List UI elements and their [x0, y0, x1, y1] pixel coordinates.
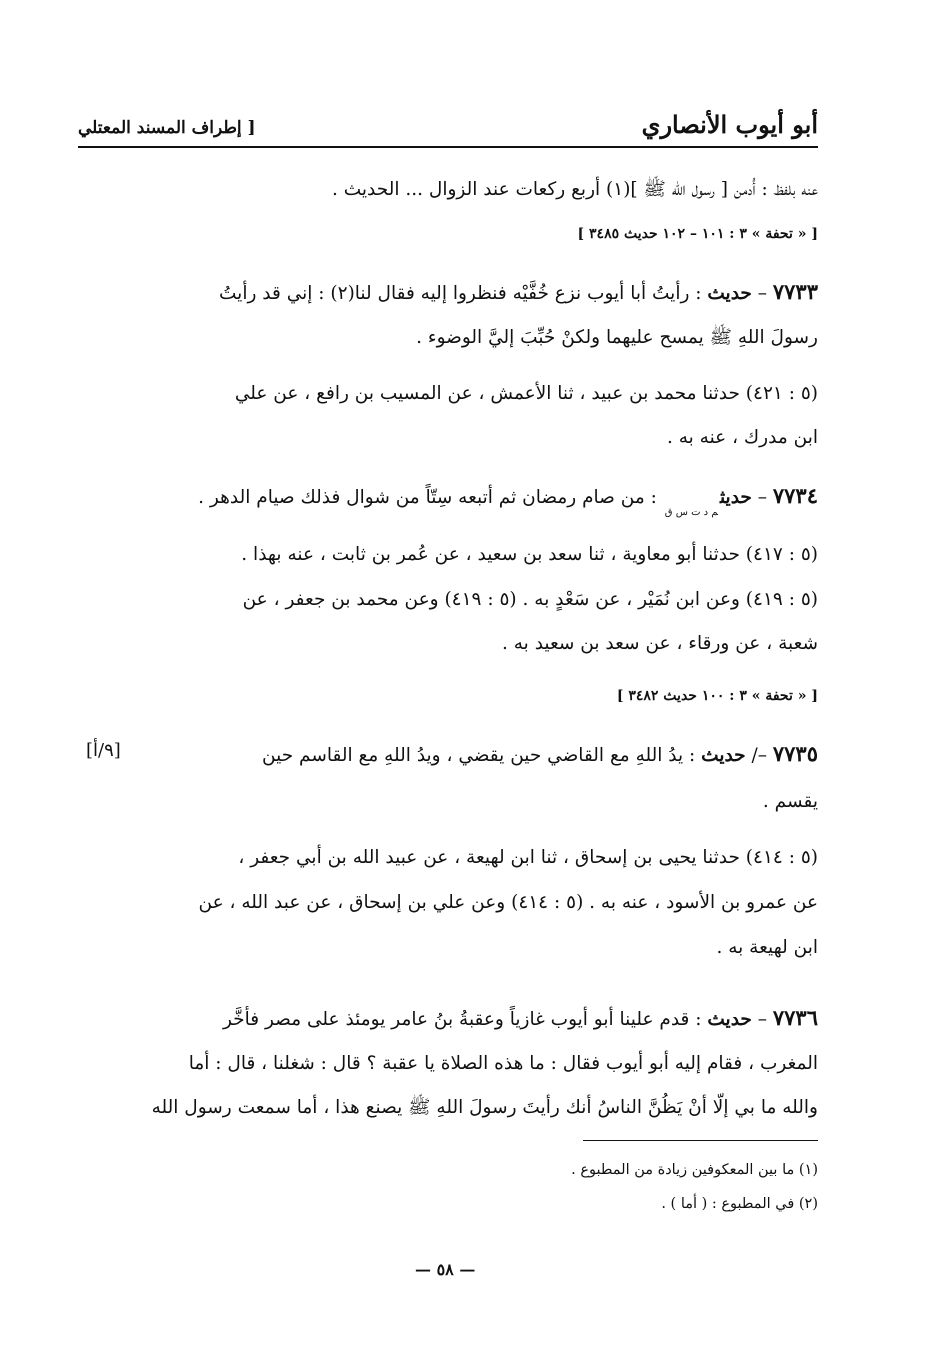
running-header-book: [ إطراف المسند المعتلي — [78, 118, 256, 138]
hadith-7736-line-2: المغرب ، فقام إليه أبو أيوب فقال : ما هذه الصلاة يا عقبة ؟ قال : شغلنا ، قال : أما — [188, 1053, 818, 1074]
hadith-text: : قدم علينا أبو أيوب غازياً وعقبةُ بنُ عامر يومئذ على مصر فأخَّر — [222, 1009, 708, 1030]
tuhfa-reference: [ « تحفة » ٣ : ١٠١ – ١٠٢ حديث ٣٤٨٥ ] — [577, 226, 818, 242]
hadith-number: ٧٧٣٤ — [772, 483, 818, 508]
text-line: عنه بلفظ : أُدمن [ رسول الله ﷺ ](١) أربع ركعات عند الزوال ... الحديث . — [331, 179, 818, 200]
manuscript-folio-marker: [٩/أ] — [86, 740, 121, 761]
footnote-2: (٢) في المطبوع : ( أما ) . — [661, 1196, 818, 1212]
isnad-7733-line-1: (٥ : ٤٢١) حدثنا محمد بن عبيد ، ثنا الأعمش ، عن المسيب بن رافع ، عن علي — [234, 383, 818, 404]
hadith-keyword: حديث — [707, 1009, 752, 1030]
hadith-7733-line-1 — [219, 280, 818, 306]
hadith-7735-line-1 — [262, 742, 818, 768]
isnad-7735-line-3: ابن لهيعة به . — [716, 937, 818, 958]
hadith-number: ٧٧٣٦ — [772, 1005, 818, 1030]
hadith-7735-line-2: يقسم . — [762, 791, 818, 812]
hadith-keyword: حديث — [719, 487, 752, 508]
hadith-keyword: حديث — [707, 283, 752, 304]
hadith-7733-line-2: رسولَ اللهِ ﷺ يمسح عليهما ولكنْ حُبِّبَ إليَّ الوضوء . — [416, 327, 818, 348]
dash: –/ — [745, 745, 773, 766]
page-number: — ٥٨ — — [415, 1260, 476, 1279]
hadith-text: : رأيتُ أبا أيوب نزع خُفَّيْه فنظروا إليه فقال لنا(٢) : إني قد رأيتُ — [219, 283, 708, 304]
dash: – — [751, 487, 773, 508]
hadith-7736-line-3: والله ما بي إلّا أنْ يَظُنَّ الناسُ أنك رأيتَ رسولَ اللهِ ﷺ يصنع هذا ، أما سمعت رسول الله — [151, 1097, 818, 1118]
hadith-7736-line-1 — [223, 1006, 818, 1032]
hadith-keyword: حديث — [701, 745, 746, 766]
hadith-text: : من صام رمضان ثم أتبعه سِتّاً من شوال فذلك صيام الدهر . — [198, 487, 663, 508]
footnote-1: (١) ما بين المعكوفين زيادة من المطبوع . — [571, 1162, 818, 1178]
isnad-7734-line-1: (٥ : ٤١٧) حدثنا أبو معاوية ، ثنا سعد بن سعيد ، عن عُمر بن ثابت ، عنه بهذا . — [241, 544, 818, 565]
hadith-number: ٧٧٣٣ — [772, 279, 818, 304]
isnad-7734-line-3: شعبة ، عن ورقاء ، عن سعد بن سعيد به . — [502, 633, 818, 654]
dash: – — [751, 1009, 773, 1030]
isnad-7735-line-2: عن عمرو بن الأسود ، عنه به . (٥ : ٤١٤) وعن علي بن إسحاق ، عن عبد الله ، عن — [198, 892, 818, 913]
footnote-rule — [583, 1140, 818, 1141]
hadith-number: ٧٧٣٥ — [772, 741, 818, 766]
header-rule — [78, 146, 818, 148]
hadith-7734-line-1 — [198, 483, 818, 518]
hadith-text: : يدُ اللهِ مع القاضي حين يقضي ، ويدُ اللهِ مع القاسم حين — [262, 745, 702, 766]
dash: – — [751, 283, 773, 304]
running-header-title: أبو أيوب الأنصاري — [641, 110, 818, 139]
tuhfa-reference: [ « تحفة » ٣ : ١٠٠ حديث ٣٤٨٢ ] — [616, 688, 818, 704]
isnad-7733-line-2: ابن مدرك ، عنه به . — [666, 427, 818, 448]
isnad-7734-line-2: (٥ : ٤١٩) وعن ابن نُمَيْر ، عن سَعْدٍ به . (٥ : ٤١٩) وعن محمد بن جعفر ، عن — [242, 589, 818, 610]
isnad-7735-line-1: (٥ : ٤١٤) حدثنا يحيى بن إسحاق ، ثنا ابن لهيعة ، عن عبيد الله بن أبي جعفر ، — [238, 847, 818, 868]
source-sigla: م د ت س ق — [664, 507, 718, 518]
